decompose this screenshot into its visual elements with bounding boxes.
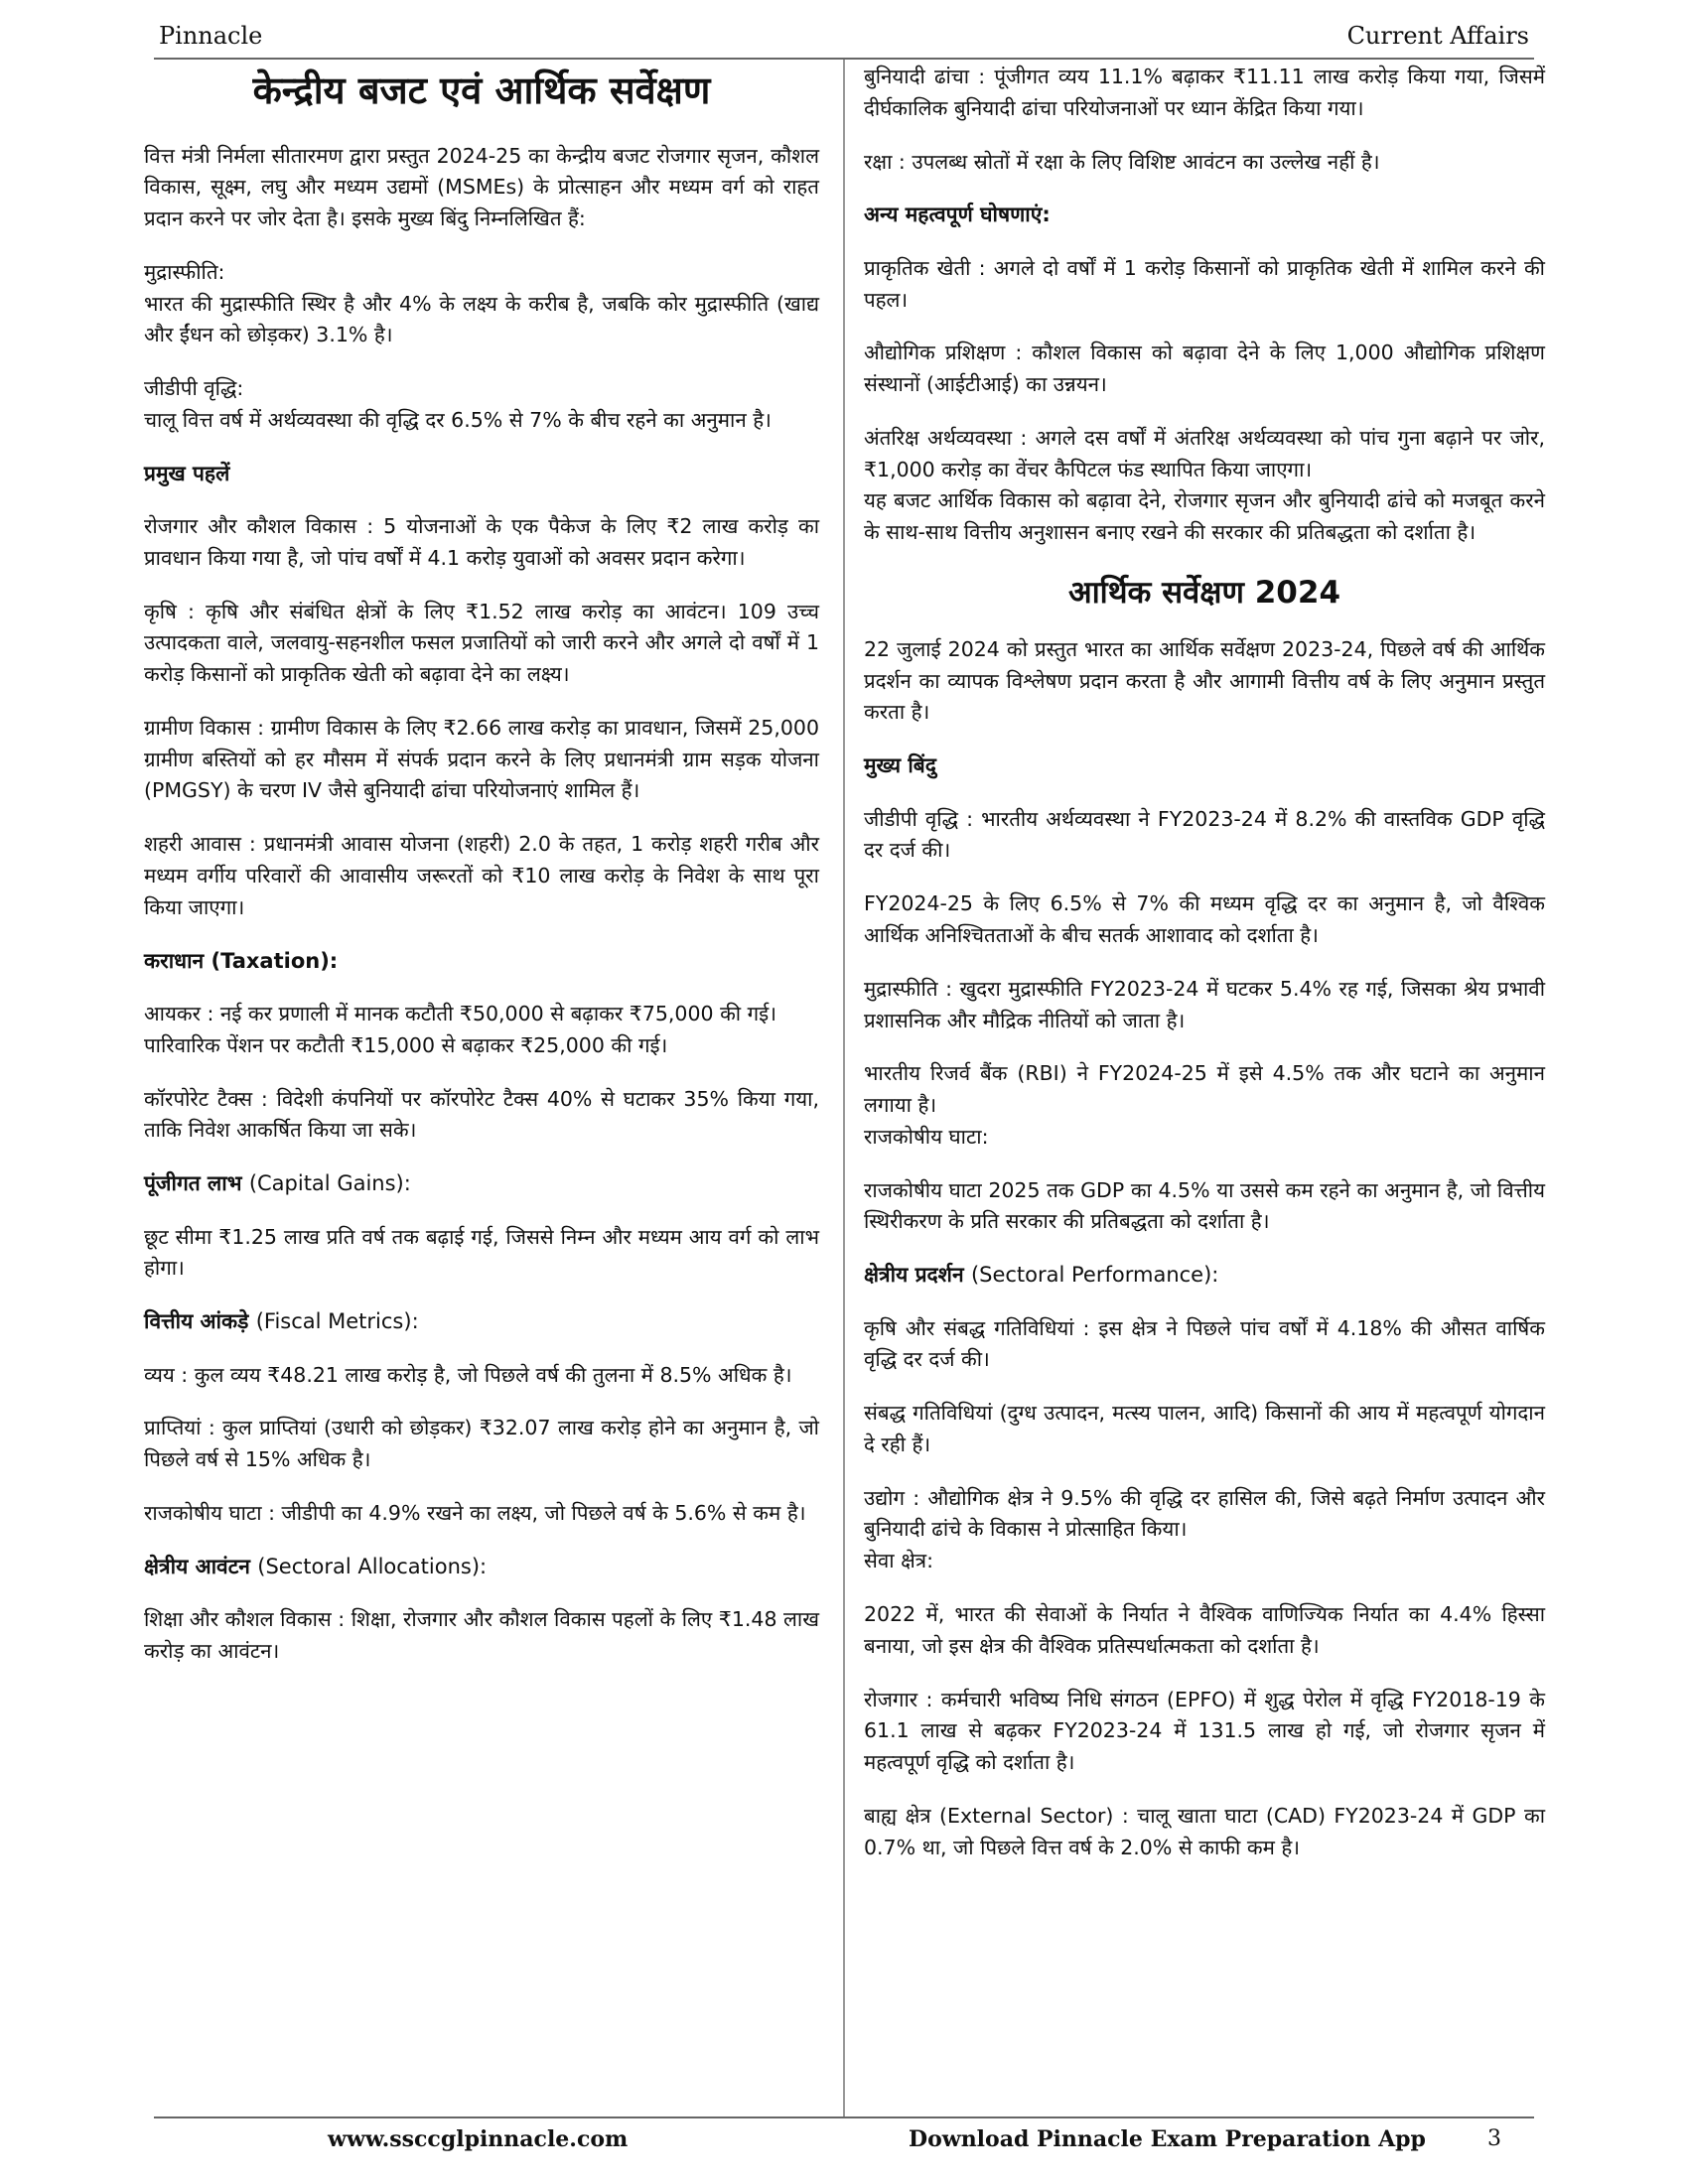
- other-announcements-heading: अन्य महत्वपूर्ण घोषणाएं:: [864, 203, 1051, 227]
- agriculture-performance-paragraph: कृषि और संबद्ध गतिविधियां : इस क्षेत्र ने पिछले पांच वर्षों में 4.18% की औसत वार्षिक वृद्धि दर दर्ज की।: [864, 1315, 1545, 1372]
- fiscal-title: वित्तीय आंकड़े: [144, 1309, 249, 1334]
- fiscal-english: (Fiscal Metrics):: [255, 1309, 419, 1334]
- infrastructure-paragraph: बुनियादी ढांचा : पूंजीगत व्यय 11.1% बढ़ाकर ₹11.11 लाख करोड़ किया गया, जिसमें दीर्घकालिक बुनियादी ढांचा परियोजनाओं पर ध्यान केंद्रित किया गया।: [864, 65, 1545, 120]
- employment-paragraph: रोजगार और कौशल विकास : 5 योजनाओं के एक पैकेज के लिए ₹2 लाख करोड़ का प्रावधान किया गया है, जो पांच वर्षों में 4.1 करोड़ युवाओं को अवसर प्रदान करेगा।: [144, 514, 819, 570]
- allied-activities-paragraph: संबद्ध गतिविधियां (दुग्ध उत्पादन, मत्स्य पालन, आदि) किसानों की आय में महत्वपूर्ण योगदान दे रही हैं।: [864, 1401, 1545, 1456]
- space-economy-paragraph: अंतरिक्ष अर्थव्यवस्था : अगले दस वर्षों में अंतरिक्ष अर्थव्यवस्था को पांच गुना बढ़ाने पर जोर, ₹1,000 करोड़ का वेंचर कैपिटल फंड स्थापित किया जाएगा।: [864, 425, 1545, 481]
- services-label: सेवा क्षेत्र:: [864, 1549, 934, 1573]
- column-divider: [843, 60, 845, 2116]
- receipts-paragraph: प्राप्तियां : कुल प्राप्तियां (उधारी को छोड़कर) ₹32.07 लाख करोड़ होने का अनुमान है, जो पिछले वर्ष से 15% अधिक है।: [144, 1416, 819, 1472]
- survey-intro-paragraph: 22 जुलाई 2024 को प्रस्तुत भारत का आर्थिक सर्वेक्षण 2023-24, पिछले वर्ष की आर्थिक प्रदर्शन का व्यापक विश्लेषण प्रदान करता है और आगामी वित्तीय वर्ष के लिए अनुमान प्रस्तुत करता है।: [864, 636, 1545, 725]
- right-column: [864, 62, 1545, 1885]
- inflation-paragraph: मुद्रास्फीति : खुदरा मुद्रास्फीति FY2023-24 में घटकर 5.4% रह गई, जिसका श्रेय प्रभावी प्रशासनिक और मौद्रिक नीतियों को जाता है।: [864, 976, 1545, 1032]
- header-section: Current Affairs: [1346, 22, 1529, 50]
- services-paragraph: 2022 में, भारत की सेवाओं के निर्यात ने वैश्विक वाणिज्यिक निर्यात का 4.4% हिस्सा बनाया, जो इस क्षेत्र की वैश्विक प्रतिस्पर्धात्मकता को दर्शाता है।: [864, 1602, 1545, 1658]
- page-number: 3: [1487, 2126, 1501, 2151]
- fiscal-heading: [144, 1306, 819, 1338]
- initiatives-heading: प्रमुख पहलें: [144, 461, 230, 485]
- footer-website-link[interactable]: www.ssccglpinnacle.com: [328, 2126, 629, 2152]
- income-tax-paragraph: आयकर : नई कर प्रणाली में मानक कटौती ₹50,000 से बढ़ाकर ₹75,000 की गई।: [144, 1002, 777, 1026]
- industry-paragraph: उद्योग : औद्योगिक क्षेत्र ने 9.5% की वृद्धि दर हासिल की, जिसे बढ़ते निर्माण उत्पादन और बुनियादी ढांचे के विकास ने प्रोत्साहित किया।: [864, 1485, 1545, 1542]
- page-title: केन्द्रीय बजट एवं आर्थिक सर्वेक्षण: [252, 68, 711, 112]
- key-points-heading: मुख्य बिंदु: [864, 753, 936, 778]
- rbi-paragraph: भारतीय रिजर्व बैंक (RBI) ने FY2024-25 में इसे 4.5% तक और घटाने का अनुमान लगाया है।: [864, 1061, 1545, 1118]
- sectoral-allocation-heading: [144, 1552, 819, 1583]
- sectoral-performance-heading: [864, 1260, 1545, 1292]
- sectoral-performance-title: क्षेत्रीय प्रदर्शन: [864, 1263, 964, 1288]
- fiscal-deficit-paragraph: राजकोषीय घाटा : जीडीपी का 4.9% रखने का लक्ष्य, जो पिछले वर्ष के 5.6% से कम है।: [144, 1500, 806, 1525]
- header-brand: Pinnacle: [159, 22, 263, 50]
- defence-paragraph: रक्षा : उपलब्ध स्रोतों में रक्षा के लिए विशिष्ट आवंटन का उल्लेख नहीं है।: [864, 149, 1380, 174]
- gdp-growth-paragraph: जीडीपी वृद्धि : भारतीय अर्थव्यवस्था ने FY2023-24 में 8.2% की वास्तविक GDP वृद्धि दर दर्ज की।: [864, 806, 1545, 863]
- fiscal-deficit-label: राजकोषीय घाटा:: [864, 1124, 989, 1149]
- capital-gains-english: (Capital Gains):: [248, 1171, 411, 1196]
- capital-gains-heading: [144, 1168, 819, 1200]
- inflation-text: भारत की मुद्रास्फीति स्थिर है और 4% के लक्ष्य के करीब है, जबकि कोर मुद्रास्फीति (खाद्य और ईंधन को छोड़कर) 3.1% है।: [144, 291, 819, 347]
- gdp-text: चालू वित्त वर्ष में अर्थव्यवस्था की वृद्धि दर 6.5% से 7% के बीच रहने का अनुमान है।: [144, 407, 772, 432]
- budget-summary-paragraph: यह बजट आर्थिक विकास को बढ़ावा देने, रोजगार सृजन और बुनियादी ढांचे को मजबूत करने के साथ-साथ वित्तीय अनुशासन बनाए रखने की सरकार की प्रतिबद्धता को दर्शाता है।: [864, 488, 1545, 545]
- education-paragraph: शिक्षा और कौशल विकास : शिक्षा, रोजगार और कौशल विकास पहलों के लिए ₹1.48 लाख करोड़ का आवंटन।: [144, 1607, 819, 1663]
- footer-divider: [154, 2116, 1534, 2118]
- family-pension-paragraph: पारिवारिक पेंशन पर कटौती ₹15,000 से बढ़ाकर ₹25,000 की गई।: [144, 1032, 668, 1057]
- natural-farming-paragraph: प्राकृतिक खेती : अगले दो वर्षों में 1 करोड़ किसानों को प्राकृतिक खेती में शामिल करने की पहल।: [864, 255, 1545, 312]
- gdp-label: जीडीपी वृद्धि:: [144, 376, 244, 401]
- fiscal-deficit-paragraph: राजकोषीय घाटा 2025 तक GDP का 4.5% या उससे कम रहने का अनुमान है, जो वित्तीय स्थिरीकरण के प्रति सरकार की प्रतिबद्धता को दर्शाता है।: [864, 1177, 1545, 1234]
- rural-paragraph: ग्रामीण विकास : ग्रामीण विकास के लिए ₹2.66 लाख करोड़ का प्रावधान, जिसमें 25,000 ग्रामीण बस्तियों को हर मौसम में संपर्क प्रदान करने के लिए प्रधानमंत्री ग्राम सड़क योजना (PMGSY) के चरण IV जैसे बुनियादी ढांचा परियोजनाएं शामिल हैं।: [144, 715, 819, 803]
- capital-gains-paragraph: छूट सीमा ₹1.25 लाख प्रति वर्ष तक बढ़ाई गई, जिससे निम्न और मध्यम आय वर्ग को लाभ होगा।: [144, 1224, 819, 1281]
- corporate-tax-paragraph: कॉरपोरेट टैक्स : विदेशी कंपनियों पर कॉरपोरेट टैक्स 40% से घटाकर 35% किया गया, ताकि निवेश आकर्षित किया जा सके।: [144, 1086, 819, 1143]
- industrial-training-paragraph: औद्योगिक प्रशिक्षण : कौशल विकास को बढ़ावा देने के लिए 1,000 औद्योगिक प्रशिक्षण संस्थानों (आईटीआई) का उन्नयन।: [864, 341, 1545, 397]
- sectoral-allocation-english: (Sectoral Allocations):: [257, 1554, 488, 1578]
- fy2025-paragraph: FY2024-25 के लिए 6.5% से 7% की मध्यम वृद्धि दर का अनुमान है, जो वैश्विक आर्थिक अनिश्चितताओं के बीच सतर्क आशावाद को दर्शाता है।: [864, 891, 1545, 948]
- capital-gains-title: पूंजीगत लाभ: [144, 1171, 242, 1196]
- urban-paragraph: शहरी आवास : प्रधानमंत्री आवास योजना (शहरी) 2.0 के तहत, 1 करोड़ शहरी गरीब और मध्यम वर्गीय परिवारों की आवासीय जरूरतों को ₹10 लाख करोड़ के निवेश के साथ पूरा किया जाएगा।: [144, 832, 819, 919]
- taxation-heading: कराधान (Taxation):: [144, 948, 339, 973]
- expenditure-paragraph: व्यय : कुल व्यय ₹48.21 लाख करोड़ है, जो पिछले वर्ष की तुलना में 8.5% अधिक है।: [144, 1362, 792, 1387]
- sectoral-allocation-title: क्षेत्रीय आवंटन: [144, 1554, 250, 1578]
- agriculture-paragraph: कृषि : कृषि और संबंधित क्षेत्रों के लिए ₹1.52 लाख करोड़ का आवंटन। 109 उच्च उत्पादकता वाले, जलवायु-सहनशील फसल प्रजातियों को जारी करने और अगले दो वर्षों में 1 करोड़ किसानों को प्राकृतिक खेती को बढ़ावा देने का लक्ष्य।: [144, 599, 819, 687]
- epfo-employment-paragraph: रोजगार : कर्मचारी भविष्य निधि संगठन (EPFO) में शुद्ध पेरोल में वृद्धि FY2018-19 के 61.1 लाख से बढ़कर FY2023-24 में 131.5 लाख हो गई, जो रोजगार सृजन में महत्वपूर्ण वृद्धि को दर्शाता है।: [864, 1687, 1545, 1775]
- inflation-label: मुद्रास्फीति:: [144, 259, 225, 284]
- intro-paragraph: वित्त मंत्री निर्मला सीतारमण द्वारा प्रस्तुत 2024-25 का केन्द्रीय बजट रोजगार सृजन, कौशल विकास, सूक्ष्म, लघु और मध्यम उद्यमों (MSMEs) के प्रोत्साहन और मध्यम वर्ग को राहत प्रदान करने पर जोर देता है। इसके मुख्य बिंदु निम्नलिखित हैं:: [144, 143, 819, 231]
- survey-title: आर्थिक सर्वेक्षण 2024: [1067, 574, 1341, 611]
- footer-app-promo: Download Pinnacle Exam Preparation App: [909, 2126, 1426, 2152]
- external-sector-paragraph: बाह्य क्षेत्र (External Sector) : चालू खाता घाटा (CAD) FY2023-24 में GDP का 0.7% था, जो पिछले वित्त वर्ष के 2.0% से काफी कम है।: [864, 1803, 1545, 1859]
- left-column: [144, 62, 819, 1690]
- sectoral-performance-english: (Sectoral Performance):: [970, 1263, 1219, 1288]
